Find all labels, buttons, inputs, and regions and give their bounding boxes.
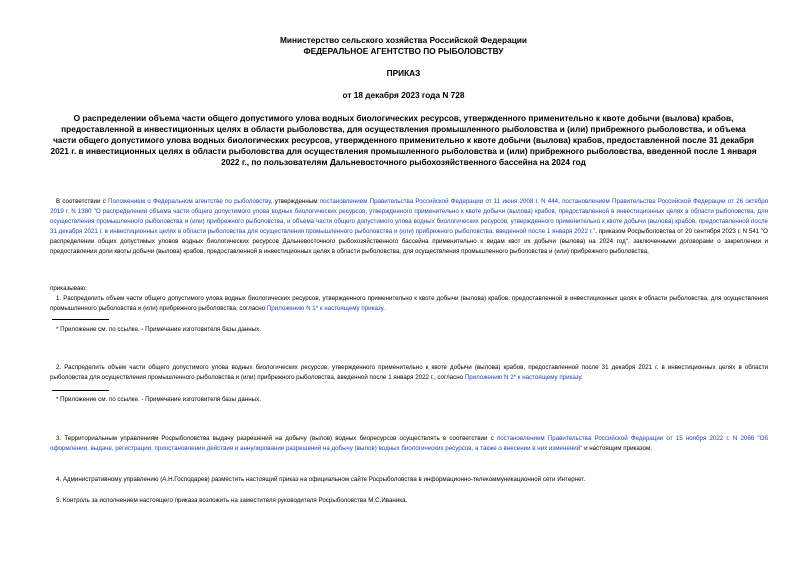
- ministry-name: Министерство сельского хозяйства Российской Федерации: [280, 35, 527, 45]
- footnote-divider-2: [52, 390, 109, 391]
- item-1-text: 1. Распределить объем части общего допустимого улова водных биологических ресурсов, утвержденного применительно к квоте добычи (вылова) крабов, предоставленной в инвестиционных целях в области рыболовства, для осуществления промышленного рыболовства и (или) прибрежного рыболовства, согласно: [50, 295, 768, 312]
- link-appendix-1[interactable]: Приложению N 1* к настоящему приказу: [266, 305, 384, 312]
- preamble-text-3: ,: [558, 198, 563, 205]
- document-date-number: от 18 декабря 2023 года N 728: [342, 90, 465, 100]
- order-item-4: 4. Административному управлению (А.Н.Господарев) разместить настоящий приказ на официальном сайте Росрыболовства в информационно-телекоммуникационной сети Интернет.: [56, 476, 586, 483]
- item-2-end: .: [581, 374, 583, 381]
- document-type: ПРИКАЗ: [386, 68, 421, 78]
- preamble-text-4: , приказом Росрыболовства от 20 сентября 2023 г. N 541 "О распределении общих допустимых уловов водных биологических ресурсов Дальневосточного рыбохозяйственного бассейна применительно к видам квот их добычи (вылова) на 2024 год", заключенными договорами о закреплении и предоставлении доли квоты добычи (вылова) крабов, предоставленной в инвестиционных целях в области рыболовства, для осуществления промышленного рыболовства и (или) прибрежного рыболовства,: [50, 228, 768, 255]
- footnote-divider: [52, 319, 109, 320]
- link-government-decree-1380[interactable]: постановлением Правительства Российской Федерации от 26 октября 2019 г. N 1380 "О распределении объема части общего допустимого улова водных биологических ресурсов, утвержденного применительно к квоте добычи (вылова) крабов, предоставленной в инвестиционных целях в области рыболовства, для осуществления промышленного рыболовства и (или) прибрежного рыболовства, и объема части общего допустимого улова водных биологических ресурсов, утвержденного применительно к квоте добычи (вылова) крабов, предоставленной после 31 декабря 2021 г. в инвестиционных целях в области рыболовства для осуществления промышленного рыболовства и (или) прибрежного рыболовства, введенной после 1 января 2022 г.": [50, 198, 768, 235]
- order-item-2: [50, 363, 768, 383]
- item-2-text: 2. Распределить объем части общего допустимого улова водных биологических ресурсов, утвержденного применительно к квоте добычи (вылова) крабов, предоставленной после 31 декабря 2021 г. в инвестиционных целях в области рыболовства для осуществления промышленного рыболовства и (или) прибрежного рыболовства, введенной после 1 января 2022 г., согласно: [50, 364, 768, 381]
- preamble-paragraph: [50, 197, 768, 257]
- item-3-text: 3. Территориальным управлениям Росрыболовства выдачу разрешений на добычу (вылов) водных биоресурсов осуществлять в соответствии с: [56, 435, 497, 442]
- order-word: приказываю:: [50, 285, 87, 292]
- preamble-text-1: В соответствии с: [56, 198, 109, 205]
- order-item-1: [50, 294, 768, 314]
- link-government-decree-444[interactable]: постановлением Правительства Российской Федерации от 11 июня 2008 г. N 444: [319, 198, 559, 205]
- link-government-decree-2066[interactable]: постановлением Правительства Российской Федерации от 15 ноября 2022 г. N 2066 "Об оформлении, выдаче, регистрации, приостановлении действия и аннулировании разрешений на добычу (вылов) водных биологических ресурсов, а также о внесении в них изменений": [50, 435, 768, 452]
- preamble-text-2: , утвержденным: [270, 198, 320, 205]
- item-1-end: .: [383, 305, 385, 312]
- footnote-1: * Приложение см. по ссылке. - Примечание изготовителя базы данных.: [56, 326, 261, 333]
- item-3-end: и настоящим приказом.: [582, 445, 652, 452]
- link-agency-regulation[interactable]: Положением о Федеральном агентстве по рыболовству: [108, 198, 271, 205]
- agency-name: ФЕДЕРАЛЬНОЕ АГЕНТСТВО ПО РЫБОЛОВСТВУ: [303, 46, 504, 56]
- order-item-5: 5. Контроль за исполнением настоящего приказа возложить на заместителя руководителя Росрыболовства М.С.Иваника.: [56, 497, 408, 504]
- link-appendix-2[interactable]: Приложению N 2* к настоящему приказу: [464, 374, 582, 381]
- document-title: О распределении объема части общего допустимого улова водных биологических ресурсов, утвержденного применительно к квоте добычи (вылова) крабов, предоставленной в инвестиционных целях в области рыболовства, для осуществления промышленного рыболовства и (или) прибрежного рыболовства, и объема части общего допустимого улова водных биологических ресурсов, утвержденного применительно к квоте добычи (вылова) крабов, предоставленной после 31 декабря 2021 г. в инвестиционных целях в области рыболовства для осуществления промышленного рыболовства и (или) прибрежного рыболовства, введенной после 1 января 2022 г., по пользователям Дальневосточного рыбохозяйственного бассейна на 2024 год: [50, 113, 757, 167]
- order-item-3: [50, 434, 768, 454]
- footnote-2: * Приложение см. по ссылке. - Примечание изготовителя базы данных.: [56, 396, 261, 403]
